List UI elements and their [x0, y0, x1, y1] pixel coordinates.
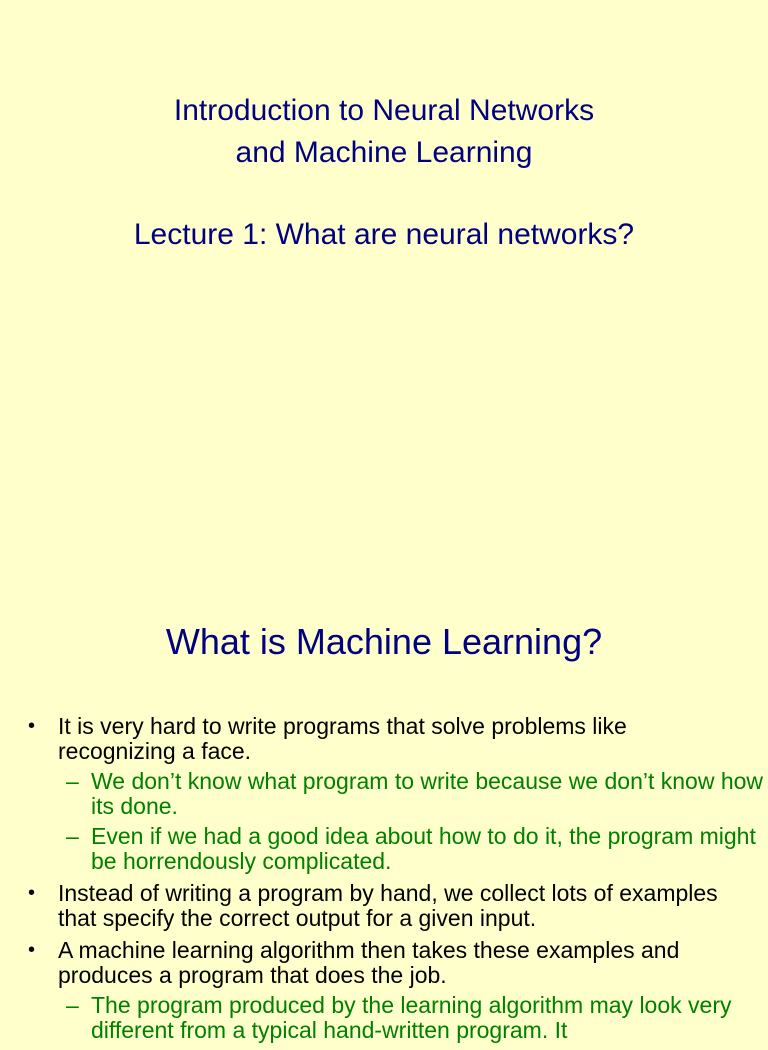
- sub-bullet-text: We don’t know what program to write because we don’t know how its done.: [91, 768, 764, 819]
- bullet-list: [0, 714, 768, 1050]
- bullet-item: [0, 938, 768, 1042]
- sub-bullet-item: [58, 769, 768, 818]
- bullet-item: [0, 881, 768, 930]
- dash-icon: –: [66, 823, 79, 849]
- sub-bullet-text: The program produced by the learning algorithm may look very different from a typical hand-written program. It: [91, 992, 732, 1043]
- bullet-text: It is very hard to write programs that solve problems like recognizing a face.: [58, 713, 627, 764]
- sub-bullet-list: [58, 768, 764, 874]
- bullet-icon: •: [28, 882, 36, 904]
- sub-bullet-list: [58, 993, 748, 1042]
- dash-icon: –: [66, 992, 79, 1018]
- course-title-line-2: and Machine Learning: [235, 136, 533, 169]
- sub-bullet-item: [58, 993, 768, 1042]
- course-title-line-1: Introduction to Neural Networks: [173, 94, 595, 127]
- bullet-text: A machine learning algorithm then takes these examples and produces a program that does the job.: [58, 937, 680, 988]
- sub-bullet-text: Even if we had a good idea about how to do it, the program might be horrendously complicated.: [91, 823, 756, 874]
- bullet-icon: •: [28, 939, 36, 961]
- course-title: [0, 90, 768, 174]
- bullet-text: Instead of writing a program by hand, we collect lots of examples that specify the correct output for a given input.: [58, 880, 718, 931]
- dash-icon: –: [66, 768, 79, 794]
- lecture-title: Lecture 1: What are neural networks?: [133, 218, 635, 251]
- sub-bullet-item: [58, 824, 768, 873]
- slide-heading: What is Machine Learning?: [165, 621, 603, 662]
- slide-what-is-ml: [0, 576, 768, 1043]
- bullet-icon: •: [28, 715, 36, 737]
- bullet-item: [0, 714, 768, 873]
